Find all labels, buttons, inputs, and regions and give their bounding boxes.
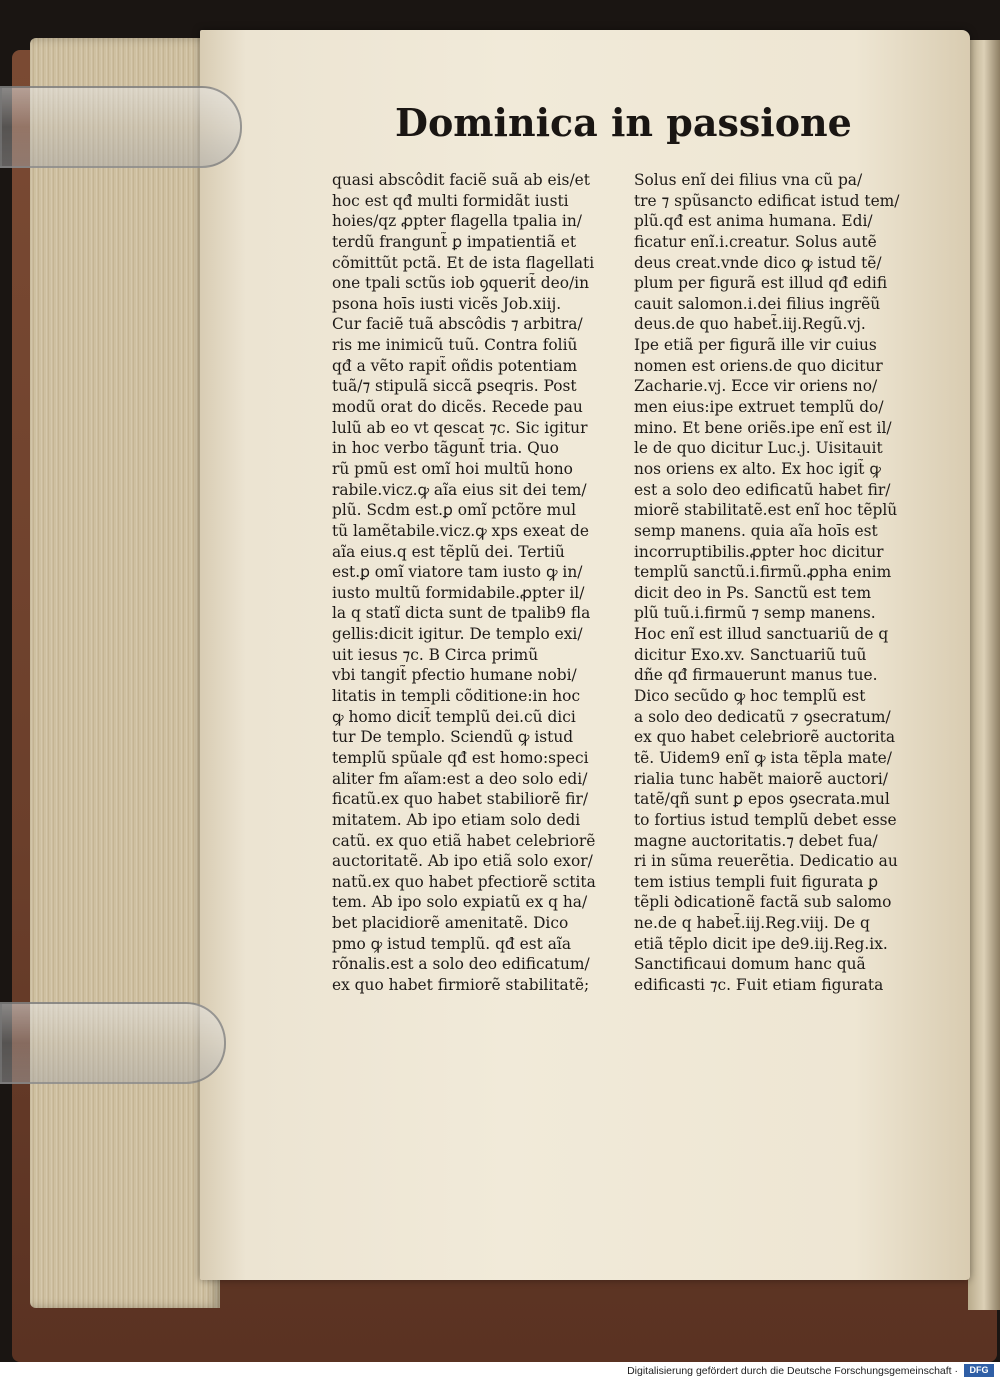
text-line: cauit salomon.i.dei filius ingrẽũ [634,294,881,313]
text-line: mino. Et bene oriẽs.ipe enĩ est il/ [634,418,892,437]
text-line: tre ⁊ spũsancto edificat istud tem/ [634,191,900,210]
text-line: cõmittũt pctã. Et de ista flagellati [332,253,595,272]
text-line: hoies/qz ꝓpter flagella tpalia in/ [332,212,582,231]
text-line: ficatũ.ex quo habet stabiliorẽ fir/ [332,790,589,809]
text-line: Cur faciẽ tuã abscôdis ⁊ arbitra/ [332,315,583,334]
text-line: ex quo habet firmiorẽ stabilitatẽ; [332,975,590,994]
text-line: plũ.qđ est anima humana. Edi/ [634,212,873,231]
text-line: a solo deo dedicatũ ⁊ ꝯsecratum/ [634,707,891,726]
text-line: dicit deo in Ps. Sanctũ est tem [634,583,872,602]
text-line: rabile.vicz.ꝙ aĩa eius sit dei tem/ [332,480,587,499]
text-line: le de quo dicitur Luc.j. Uisitauit [634,439,883,458]
text-line: in hoc verbo tãgunt̃ tria. Quo [332,439,559,458]
text-line: ris me inimicũ tuũ. Contra foliũ [332,336,578,355]
page-edges [30,38,220,1308]
text-line: rialia tunc habẽt maiorẽ auctori/ [634,769,888,788]
text-line: plũ tuũ.i.firmũ ⁊ semp manens. [634,604,876,623]
text-line: pmo ꝙ istud templũ. qđ est aĩa [332,934,572,953]
text-line: ficatur enĩ.i.creatur. Solus autẽ [634,232,877,251]
funding-notice: Digitalisierung gefördert durch die Deutsche Forschungsgemeinschaft · [627,1365,958,1377]
text-line: tur De templo. Sciendũ ꝙ istud [332,728,574,747]
text-line: nomen est oriens.de quo dicitur [634,356,883,375]
right-page-edge [968,40,1000,1310]
text-line: qđ a vẽto rapit̃ oñdis potentiam [332,356,578,375]
text-line: templũ spũale qđ est homo:speci [332,748,589,767]
text-line: quasi abscôdit faciẽ suã ab eis/et [332,171,590,189]
text-line: auctoritatẽ. Ab ipo etiã solo exor/ [332,852,593,871]
text-line: terdũ frangunt̃ ꝑ impatientiã et [332,232,577,251]
text-line: dñe qđ firmauerunt manus tue. [634,666,878,685]
text-line: tem. Ab ipo solo expiatũ ex q ha/ [332,893,588,912]
text-line: la q statĩ dicta sunt de tpalib9 fla [332,604,591,623]
text-line: Ipe etiã per figurã ille vir cuius [634,336,877,355]
text-line: plũ. Scdm est.ꝑ omĩ pctõre mul [332,501,577,520]
text-line: Solus enĩ dei filius vna cũ pa/ [634,171,863,189]
right-text-column [634,170,914,996]
text-line: deus.de quo habet̃.iij.Regũ.vj. [634,315,866,334]
glass-clip-top [0,86,242,168]
text-line: ne.de q habet̃.iij.Reg.viij. De q [634,914,870,933]
text-line: etiã tẽplo dicit ipe de9.iij.Reg.ix. [634,934,888,953]
text-line: rũ pmũ est omĩ hoi multũ hono [332,459,573,478]
text-line: Zacharie.vj. Ecce vir oriens no/ [634,377,878,396]
text-line: men eius:ipe extruet templũ do/ [634,398,884,417]
text-line: iusto multũ formidabile.ꝓpter il/ [332,583,585,602]
text-line: vbi tangit̃ pfectio humane nobi/ [332,666,577,685]
text-line: nos oriens ex alto. Ex hoc igit̃ ꝙ [634,459,881,478]
page-heading: Dominica in passione [395,100,852,145]
text-line: litatis in templi cõditione:in hoc [332,687,581,706]
text-line: lulũ ab eo vt qescat ⁊c. Sic igitur [332,418,588,437]
text-line: uit iesus ⁊c. B Circa primũ [332,645,539,664]
glass-clip-bottom [0,1002,226,1084]
text-line: tẽ. Uidem9 enĩ ꝙ ista tẽpla mate/ [634,748,892,767]
text-line: est a solo deo edificatũ habet fir/ [634,480,891,499]
text-line: tatẽ/qñ sunt ꝑ epos ꝯsecrata.mul [634,790,890,809]
text-line: est.ꝑ omĩ viatore tam iusto ꝙ in/ [332,563,583,582]
text-line: plum per figurã est illud qđ edifi [634,274,888,293]
text-line: tuã/⁊ stipulã siccã ꝑseqris. Post [332,377,577,396]
text-line: miorẽ stabilitatẽ.est enĩ hoc tẽplũ [634,501,898,520]
text-line: ꝙ homo dicit̃ templũ dei.cũ dici [332,707,576,726]
dfg-logo: DFG [964,1364,994,1377]
text-line: deus creat.vnde dico ꝙ istud tẽ/ [634,253,882,272]
text-line: magne auctoritatis.⁊ debet fua/ [634,831,878,850]
text-line: psona hoīs iusti vicẽs Job.xiij. [332,294,562,313]
text-line: gellis:dicit igitur. De templo exi/ [332,625,583,644]
text-line: aliter fm aĩam:est a deo solo edi/ [332,769,588,788]
text-line: natũ.ex quo habet pfectiorẽ sctita [332,872,596,891]
text-line: edificasti ⁊c. Fuit etiam figurata [634,975,884,994]
text-line: Dico secũdo ꝙ hoc templũ est [634,687,866,706]
text-line: semp manens. quia aĩa hoīs est [634,521,878,540]
text-line: incorruptibilis.ꝓpter hoc dicitur [634,542,884,561]
text-line: catũ. ex quo etiã habet celebriorẽ [332,831,596,850]
text-line: to fortius istud templũ debet esse [634,810,897,829]
text-line: ri in sũma reuerẽtia. Dedicatio au [634,852,898,871]
left-text-column [332,170,622,996]
text-line: Hoc enĩ est illud sanctuariũ de q [634,625,889,644]
text-line: hoc est qđ multi formidãt iusti [332,191,569,210]
text-line: Sanctificaui domum hanc quã [634,955,866,974]
text-line: one tpali sctũs iob ꝯquerit̃ deo/in [332,274,589,293]
text-line: modũ orat do dicẽs. Recede pau [332,398,583,417]
text-line: bet placidiorẽ amenitatẽ. Dico [332,914,569,933]
text-line: tẽpli ꝺdicationẽ factã sub salomo [634,893,892,912]
text-line: rõnalis.est a solo deo edificatum/ [332,955,590,974]
text-line: dicitur Exo.xv. Sanctuariũ tuũ [634,645,867,664]
text-line: tem istius templi fuit figurata ꝑ [634,872,879,891]
text-line: ex quo habet celebriorẽ auctorita [634,728,896,747]
text-line: tũ lamẽtabile.vicz.ꝙ xps exeat de [332,521,589,540]
text-line: mitatem. Ab ipo etiam solo dedi [332,810,581,829]
text-line: templũ sanctũ.i.firmũ.ꝓpha enim [634,563,892,582]
text-line: aĩa eius.q est tẽplũ dei. Tertiũ [332,542,565,561]
